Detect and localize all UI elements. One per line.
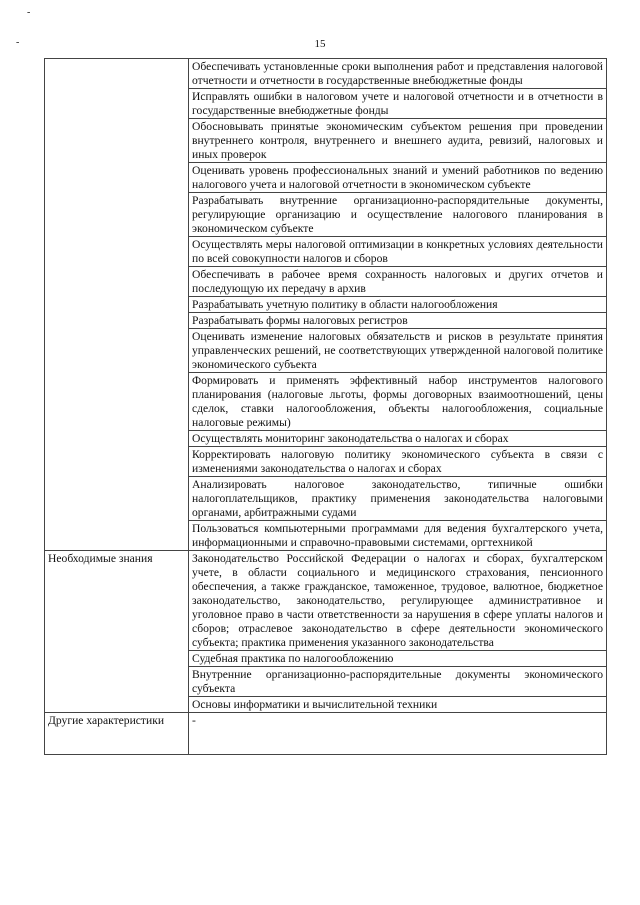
row-text: Внутренние организационно-распорядительные документы экономического субъекта — [189, 667, 607, 697]
row-text: Основы информатики и вычислительной техники — [189, 697, 607, 713]
row-text: Формировать и применять эффективный набор инструментов налогового планирования (налоговые льготы, формы договорных взаимоотношений, цены сделок, ставки налогообложения, объекты налогообложения, социальные налоговые режимы) — [189, 373, 607, 431]
row-text: Осуществлять мониторинг законодательства о налогах и сборах — [189, 431, 607, 447]
row-label-other: Другие характеристики — [45, 713, 189, 755]
row-text: Пользоваться компьютерными программами для ведения бухгалтерского учета, информационными и справочно-правовыми системами, оргтехникой — [189, 521, 607, 551]
row-text: Оценивать изменение налоговых обязательств и рисков в результате принятия управленческих решений, не соответствующих утвержденной налоговой политике экономического субъекта — [189, 329, 607, 373]
row-text: Обосновывать принятые экономическим субъектом решения при проведении внутреннего контроля, внутреннего и внешнего аудита, ревизий, налоговых и иных проверок — [189, 119, 607, 163]
row-text: Корректировать налоговую политику экономического субъекта в связи с изменениями законодательства о налогах и сборах — [189, 447, 607, 477]
row-text: Законодательство Российской Федерации о налогах и сборах, бухгалтерском учете, в области социального и медицинского страхования, пенсионного обеспечения, а также гражданское, таможенное, трудовое, валютное, бюджетное законодательство, законодательство, регулирующее административное и уголовное право в части ответственности за нарушения в сфере уплаты налогов и сборов; отраслевое законодательство в сфере деятельности экономического субъекта; практика применения указанного законодательства — [189, 551, 607, 651]
row-text: Разрабатывать формы налоговых регистров — [189, 313, 607, 329]
row-text: Осуществлять меры налоговой оптимизации в конкретных условиях деятельности по всей совокупности налогов и сборов — [189, 237, 607, 267]
row-text: Обеспечивать в рабочее время сохранность налоговых и других отчетов и последующую их передачу в архив — [189, 267, 607, 297]
margin-mark-left: - — [16, 37, 20, 48]
row-text: Анализировать налоговое законодательство, типичные ошибки налогоплательщиков, практику применения законодательства налоговыми органами, арбитражными судами — [189, 477, 607, 521]
margin-mark-top: - — [27, 7, 31, 18]
row-text: Судебная практика по налогообложению — [189, 651, 607, 667]
row-text: Оценивать уровень профессиональных знаний и умений работников по ведению налогового учета и налоговой отчетности в экономическом субъекте — [189, 163, 607, 193]
row-text: Исправлять ошибки в налоговом учете и налоговой отчетности и в отчетности в государственные внебюджетные фонды — [189, 89, 607, 119]
row-text: - — [189, 713, 607, 755]
row-text: Разрабатывать внутренние организационно-распорядительные документы, регулирующие организацию и осуществление налогового планирования в экономическом субъекте — [189, 193, 607, 237]
table-row — [45, 713, 607, 755]
row-text: Обеспечивать установленные сроки выполнения работ и представления налоговой отчетности и отчетности в государственные внебюджетные фонды — [189, 59, 607, 89]
row-text: Разрабатывать учетную политику в области налогообложения — [189, 297, 607, 313]
row-label — [45, 59, 189, 551]
competency-table — [44, 58, 607, 755]
table-row — [45, 551, 607, 651]
row-label-knowledge: Необходимые знания — [45, 551, 189, 713]
table-row — [45, 59, 607, 89]
page-number: 15 — [314, 38, 326, 50]
